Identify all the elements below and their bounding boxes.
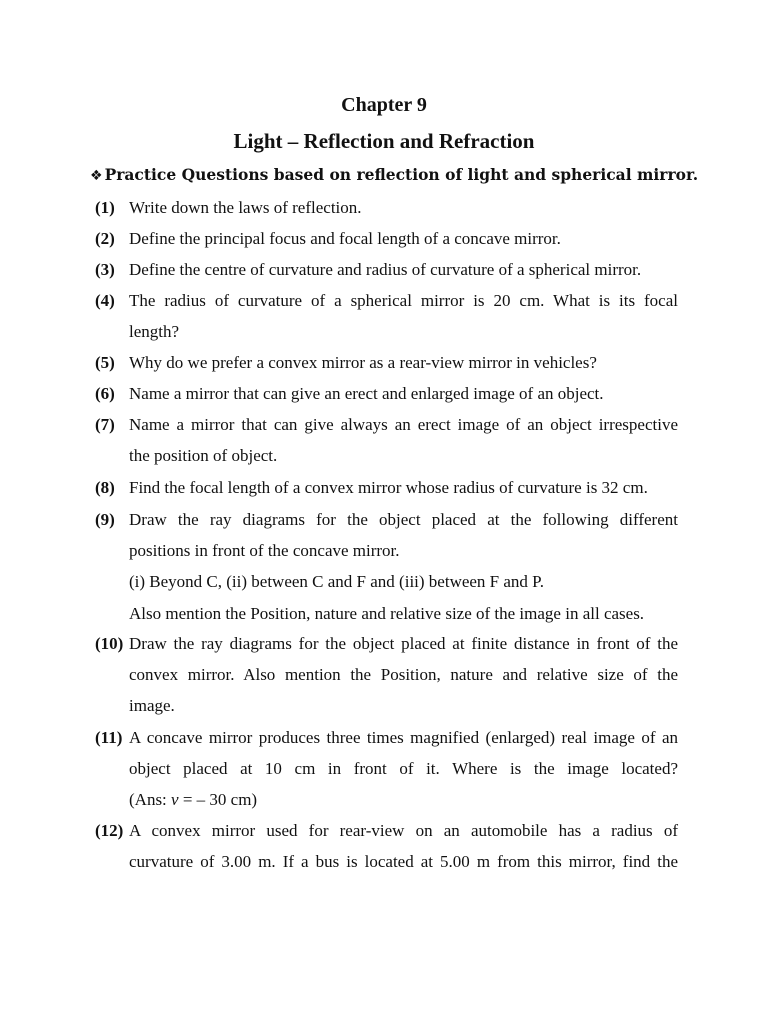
question-number: (10) xyxy=(95,634,124,653)
question-text xyxy=(129,722,678,816)
question-line: image. xyxy=(129,696,175,716)
answer-value: = – 30 cm) xyxy=(178,790,258,810)
question-line: Define the centre of curvature and radius of curvature of a spherical mirror. xyxy=(129,260,642,279)
question-text xyxy=(129,223,678,254)
question-number: (4) xyxy=(95,291,115,310)
diamond-bullet-icon: ❖ xyxy=(90,168,103,184)
question-number: (12) xyxy=(95,821,124,840)
question-text xyxy=(129,192,678,223)
question-line: Also mention the Position, nature and relative size of the image in all cases. xyxy=(129,603,645,623)
question-number: (2) xyxy=(95,229,115,248)
question-number: (7) xyxy=(95,415,115,434)
question-number: (3) xyxy=(95,260,115,279)
question-line: Draw the ray diagrams for the object placed at finite distance in front of the xyxy=(129,634,678,653)
question-line: The radius of curvature of a spherical mirror is 20 cm. What is its focal xyxy=(129,291,678,310)
question-line: Draw the ray diagrams for the object placed at the following different xyxy=(129,510,678,529)
question-text xyxy=(129,472,678,503)
question-line: Find the focal length of a convex mirror whose radius of curvature is 32 cm. xyxy=(129,478,648,497)
question-text xyxy=(129,504,678,629)
answer-prefix: (Ans: xyxy=(129,790,172,810)
question-line: Name a mirror that can give an erect and enlarged image of an object. xyxy=(129,384,604,403)
section-heading xyxy=(90,164,698,187)
chapter-title: Light – Reflection and Refraction xyxy=(233,129,535,153)
question-text xyxy=(129,254,678,285)
question-text xyxy=(129,285,678,347)
question-line: curvature of 3.00 m. If a bus is located at 5.00 m from this mirror, find the xyxy=(129,852,678,872)
question-number: (1) xyxy=(95,198,115,217)
question-number: (11) xyxy=(95,728,123,747)
question-text xyxy=(129,378,678,409)
question-line: length? xyxy=(129,322,180,342)
question-line: Name a mirror that can give always an erect image of an object irrespective xyxy=(129,415,678,434)
question-line: Define the principal focus and focal length of a concave mirror. xyxy=(129,229,561,248)
question-line: Write down the laws of reflection. xyxy=(129,198,362,217)
question-line: positions in front of the concave mirror. xyxy=(129,541,400,561)
question-line: A concave mirror produces three times magnified (enlarged) real image of an xyxy=(129,728,678,747)
question-line: convex mirror. Also mention the Position, nature and relative size of the xyxy=(129,665,678,685)
question-text xyxy=(129,628,678,722)
answer-line xyxy=(129,784,678,815)
section-heading-text: Practice Questions based on reflection of light and spherical mirror. xyxy=(104,165,699,184)
question-number: (8) xyxy=(95,478,115,497)
question-text xyxy=(129,815,678,877)
question-number: (9) xyxy=(95,510,115,529)
answer-variable: v xyxy=(171,790,179,810)
question-line: (i) Beyond C, (ii) between C and F and (iii) between F and P. xyxy=(129,572,545,592)
question-line: Why do we prefer a convex mirror as a rear-view mirror in vehicles? xyxy=(129,353,597,372)
question-number: (6) xyxy=(95,384,115,403)
question-text xyxy=(129,347,678,378)
question-line: the position of object. xyxy=(129,446,278,466)
question-text xyxy=(129,409,678,471)
question-number: (5) xyxy=(95,353,115,372)
chapter-heading: Chapter 9 xyxy=(341,94,427,116)
question-line: object placed at 10 cm in front of it. Where is the image located? xyxy=(129,759,678,779)
question-line: A convex mirror used for rear-view on an automobile has a radius of xyxy=(129,821,678,840)
